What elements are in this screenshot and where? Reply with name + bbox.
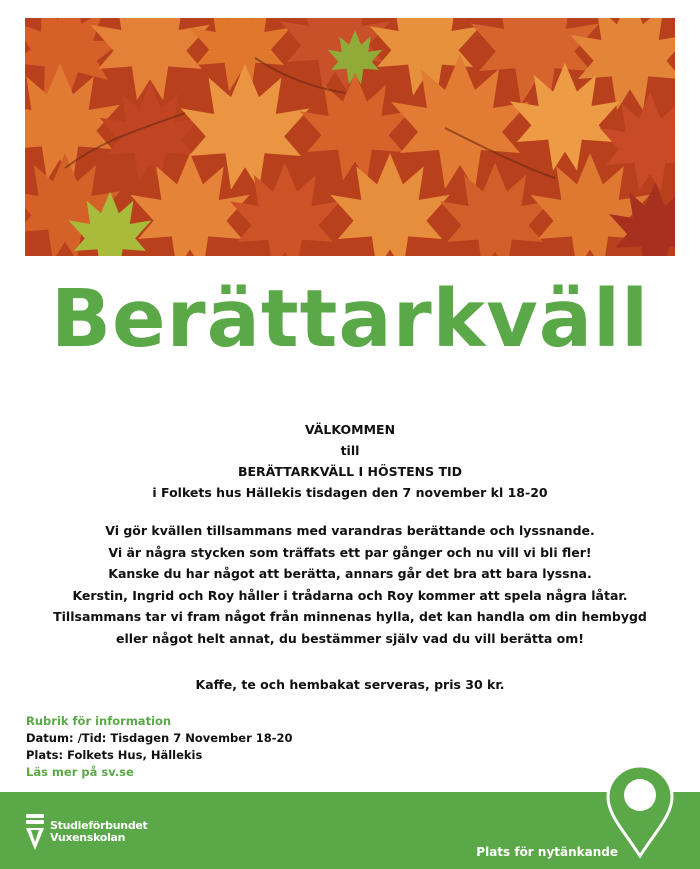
description-line: Kanske du har något att berätta, annars går det bra att bara lyssna. (108, 566, 592, 581)
read-more-link[interactable]: Läs mer på sv.se (26, 765, 134, 779)
event-name-line: BERÄTTARKVÄLL I HÖSTENS TID (237, 464, 463, 479)
location-pin-icon (604, 763, 676, 859)
description-line: Vi är några stycken som träffats ett par gånger och nu vill vi bli fler! (108, 544, 592, 560)
description-block (0, 520, 700, 649)
info-place: Plats: Folkets Hus, Hällekis (26, 748, 203, 762)
refreshments-line: Kaffe, te och hembakat serveras, pris 30 kr. (195, 677, 505, 692)
welcome-line: VÄLKOMMEN (304, 422, 396, 437)
footer-bar (0, 792, 700, 869)
info-date: Datum: /Tid: Tisdagen 7 November 18-20 (26, 731, 293, 745)
description-line: eller något helt annat, du bestämmer själv vad du vill berätta om! (116, 630, 584, 646)
poster-title: Berättarkväll (50, 273, 650, 365)
till-line: till (340, 443, 360, 458)
logo-line-1: Studieförbundet (50, 819, 148, 832)
info-block (26, 713, 293, 781)
description-line: Kerstin, Ingrid och Roy håller i trådarna och Roy kommer att spela några låtar. (72, 587, 628, 603)
description-line: Tillsammans tar vi fram något från minnenas hylla, det kan handla om din hembygd (53, 609, 647, 624)
description-line: Vi gör kvällen tillsammans med varandras berättande och lyssnande. (105, 523, 595, 538)
logo-line-2: Vuxenskolan (50, 831, 126, 844)
event-when-where-line: i Folkets hus Hällekis tisdagen den 7 november kl 18-20 (152, 485, 548, 500)
intro-block (0, 419, 700, 503)
sv-logo (24, 812, 148, 852)
autumn-leaves-image (25, 18, 675, 256)
info-heading: Rubrik för information (26, 714, 172, 728)
sv-logo-icon (24, 812, 46, 852)
slogan: Plats för nytänkande (476, 845, 618, 859)
